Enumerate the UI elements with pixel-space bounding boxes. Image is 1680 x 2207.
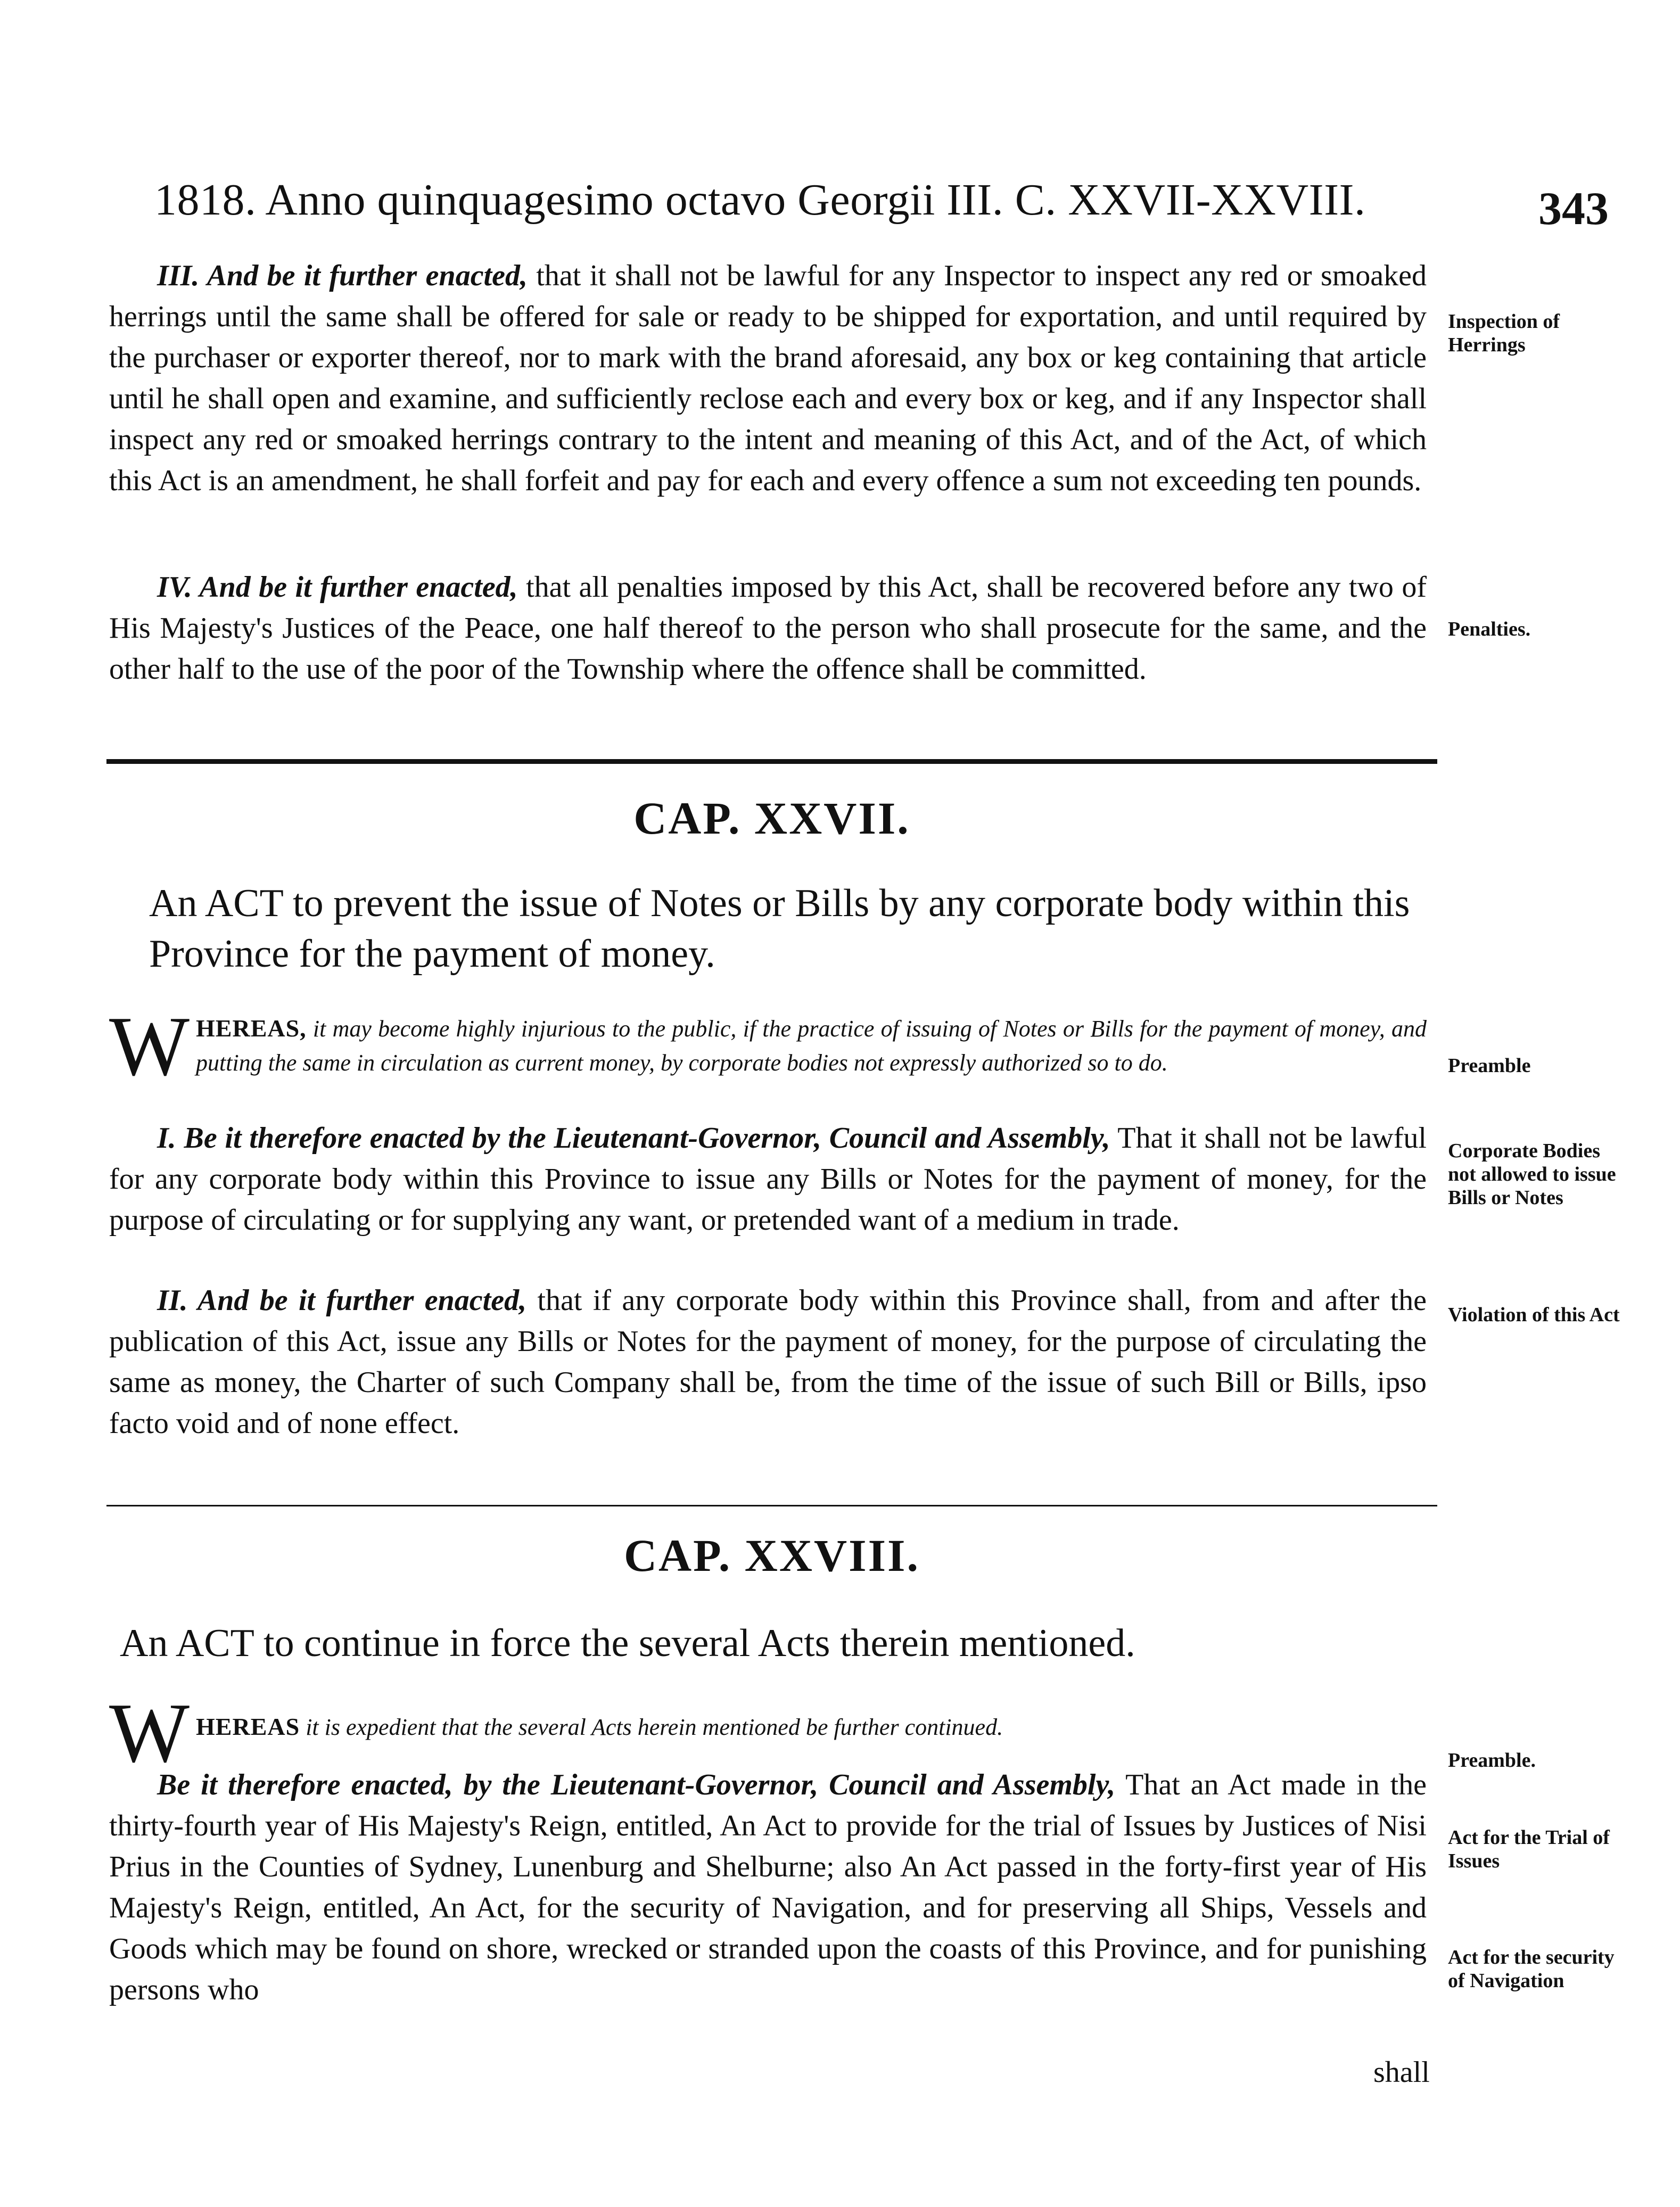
cap-28-heading: CAP. XXVIII. <box>623 1530 920 1581</box>
running-head: 1818. Anno quinquagesimo octavo Georgii III. C. XXVII-XXVIII. <box>154 175 1366 225</box>
cap-27-heading: CAP. XXVII. <box>633 793 910 844</box>
cap-27-section-1 <box>109 1118 1427 1241</box>
side-note-penalties: Penalties. <box>1448 618 1531 640</box>
cap-28-preamble-body: it is expedient that the several Acts herein mentioned be further continued. <box>306 1714 1003 1740</box>
side-note-trial-of-issues: Act for the Trial of Issues <box>1448 1826 1610 1872</box>
cap-27-preamble <box>109 999 1427 1093</box>
cap-28-dropcap: W <box>109 1685 190 1780</box>
section-3 <box>109 256 1427 501</box>
side-note-corporate-bodies: Corporate Bodies not allowed to issue Bills or Notes <box>1448 1140 1616 1209</box>
section-rule-2 <box>106 1505 1437 1506</box>
cap-27-title <box>149 878 1437 979</box>
section-4-text: that all penalties imposed by this Act, shall be recovered before any two of His Majesty's Justices of the Peace, one half thereof to the person who shall prosecute for the same, and the other half to the use of the poor of the Township where the offence shall be committed. <box>109 571 1427 686</box>
cap-27-preamble-lead: HEREAS, <box>196 1015 307 1042</box>
side-note-preamble-28: Preamble. <box>1448 1749 1536 1772</box>
cap-28-enactment <box>109 1765 1427 2011</box>
cap-28-title <box>120 1618 1437 1669</box>
cap-28-preamble-text <box>109 1698 1427 1744</box>
cap-27-section-1-text: That it shall not be lawful for any corporate body within this Province to issue any Bills or Notes for the payment of money, for the purpose of circulating or for supplying any want, or pretended want of a medium in trade. <box>109 1122 1427 1237</box>
section-rule-1 <box>106 759 1437 764</box>
cap-27-section-2 <box>109 1280 1427 1444</box>
cap-28-enactment-text: That an Act made in the thirty-fourth year of His Majesty's Reign, entitled, An Act to provide for the trial of Issues by Justices of Nisi Prius in the Counties of Sydney, Lunenburg and Shelburne; also An Act passed in the forty-first year of His Majesty's Reign, entitled, An Act, for the security of Navigation, and for preserving all Ships, Vessels and Goods which may be found on shore, wrecked or stranded upon the coasts of this Province, and for punishing persons who <box>109 1768 1427 2006</box>
cap-27-section-2-lead: II. And be it further enacted, <box>157 1284 527 1317</box>
side-note-violation: Violation of this Act <box>1448 1304 1620 1326</box>
cap-28-enactment-lead: Be it therefore enacted, by the Lieutenant-Governor, Council and Assembly, <box>157 1768 1116 1801</box>
catchword: shall <box>1373 2056 1430 2089</box>
cap-27-section-2-text: that if any corporate body within this Province shall, from and after the publication of this Act, issue any Bills or Notes for the payment of money, for the purpose of circulating the same as money, the Charter of such Company shall be, from the time of the issue of such Bill or Bills, ipso facto void and of none effect. <box>109 1284 1427 1440</box>
section-3-text: that it shall not be lawful for any Inspector to inspect any red or smoaked herrings until the same shall be offered for sale or ready to be shipped for exportation, and until required by the purchaser or exporter thereof, nor to mark with the brand aforesaid, any box or keg containing that article until he shall open and examine, and sufficiently reclose each and every box or keg, and if any Inspector shall inspect any red or smoaked herrings contrary to the intent and meaning of this Act, and of the Act, of which this Act is an amendment, he shall forfeit and pay for each and every offence a sum not exceeding ten pounds. <box>109 259 1427 497</box>
cap-27-title-text: An ACT to prevent the issue of Notes or Bills by any corporate body within this Province for the payment of money. <box>149 882 1410 976</box>
side-note-inspection: Inspection of Herrings <box>1448 310 1560 356</box>
page-number: 343 <box>1538 183 1609 235</box>
cap-27-preamble-text <box>109 999 1427 1093</box>
cap-27-preamble-body: it may become highly injurious to the public, if the practice of issuing of Notes or Bills for the payment of money, and putting the same in circulation as current money, by corporate bodies not expressly authorized so to do. <box>196 1016 1427 1076</box>
section-4-lead: IV. And be it further enacted, <box>157 571 518 604</box>
side-note-navigation: Act for the security of Navigation <box>1448 1946 1615 1992</box>
cap-27-section-1-lead: I. Be it therefore enacted by the Lieutenant-Governor, Council and Assembly, <box>157 1122 1110 1155</box>
section-4 <box>109 567 1427 690</box>
cap-28-title-text: An ACT to continue in force the several Acts therein mentioned. <box>120 1621 1135 1665</box>
side-note-preamble-27: Preamble <box>1448 1055 1531 1077</box>
cap-28-preamble-lead: HEREAS <box>196 1713 300 1740</box>
cap-27-dropcap: W <box>109 999 190 1093</box>
section-3-lead: III. And be it further enacted, <box>157 259 528 292</box>
cap-28-preamble <box>109 1685 1427 1780</box>
